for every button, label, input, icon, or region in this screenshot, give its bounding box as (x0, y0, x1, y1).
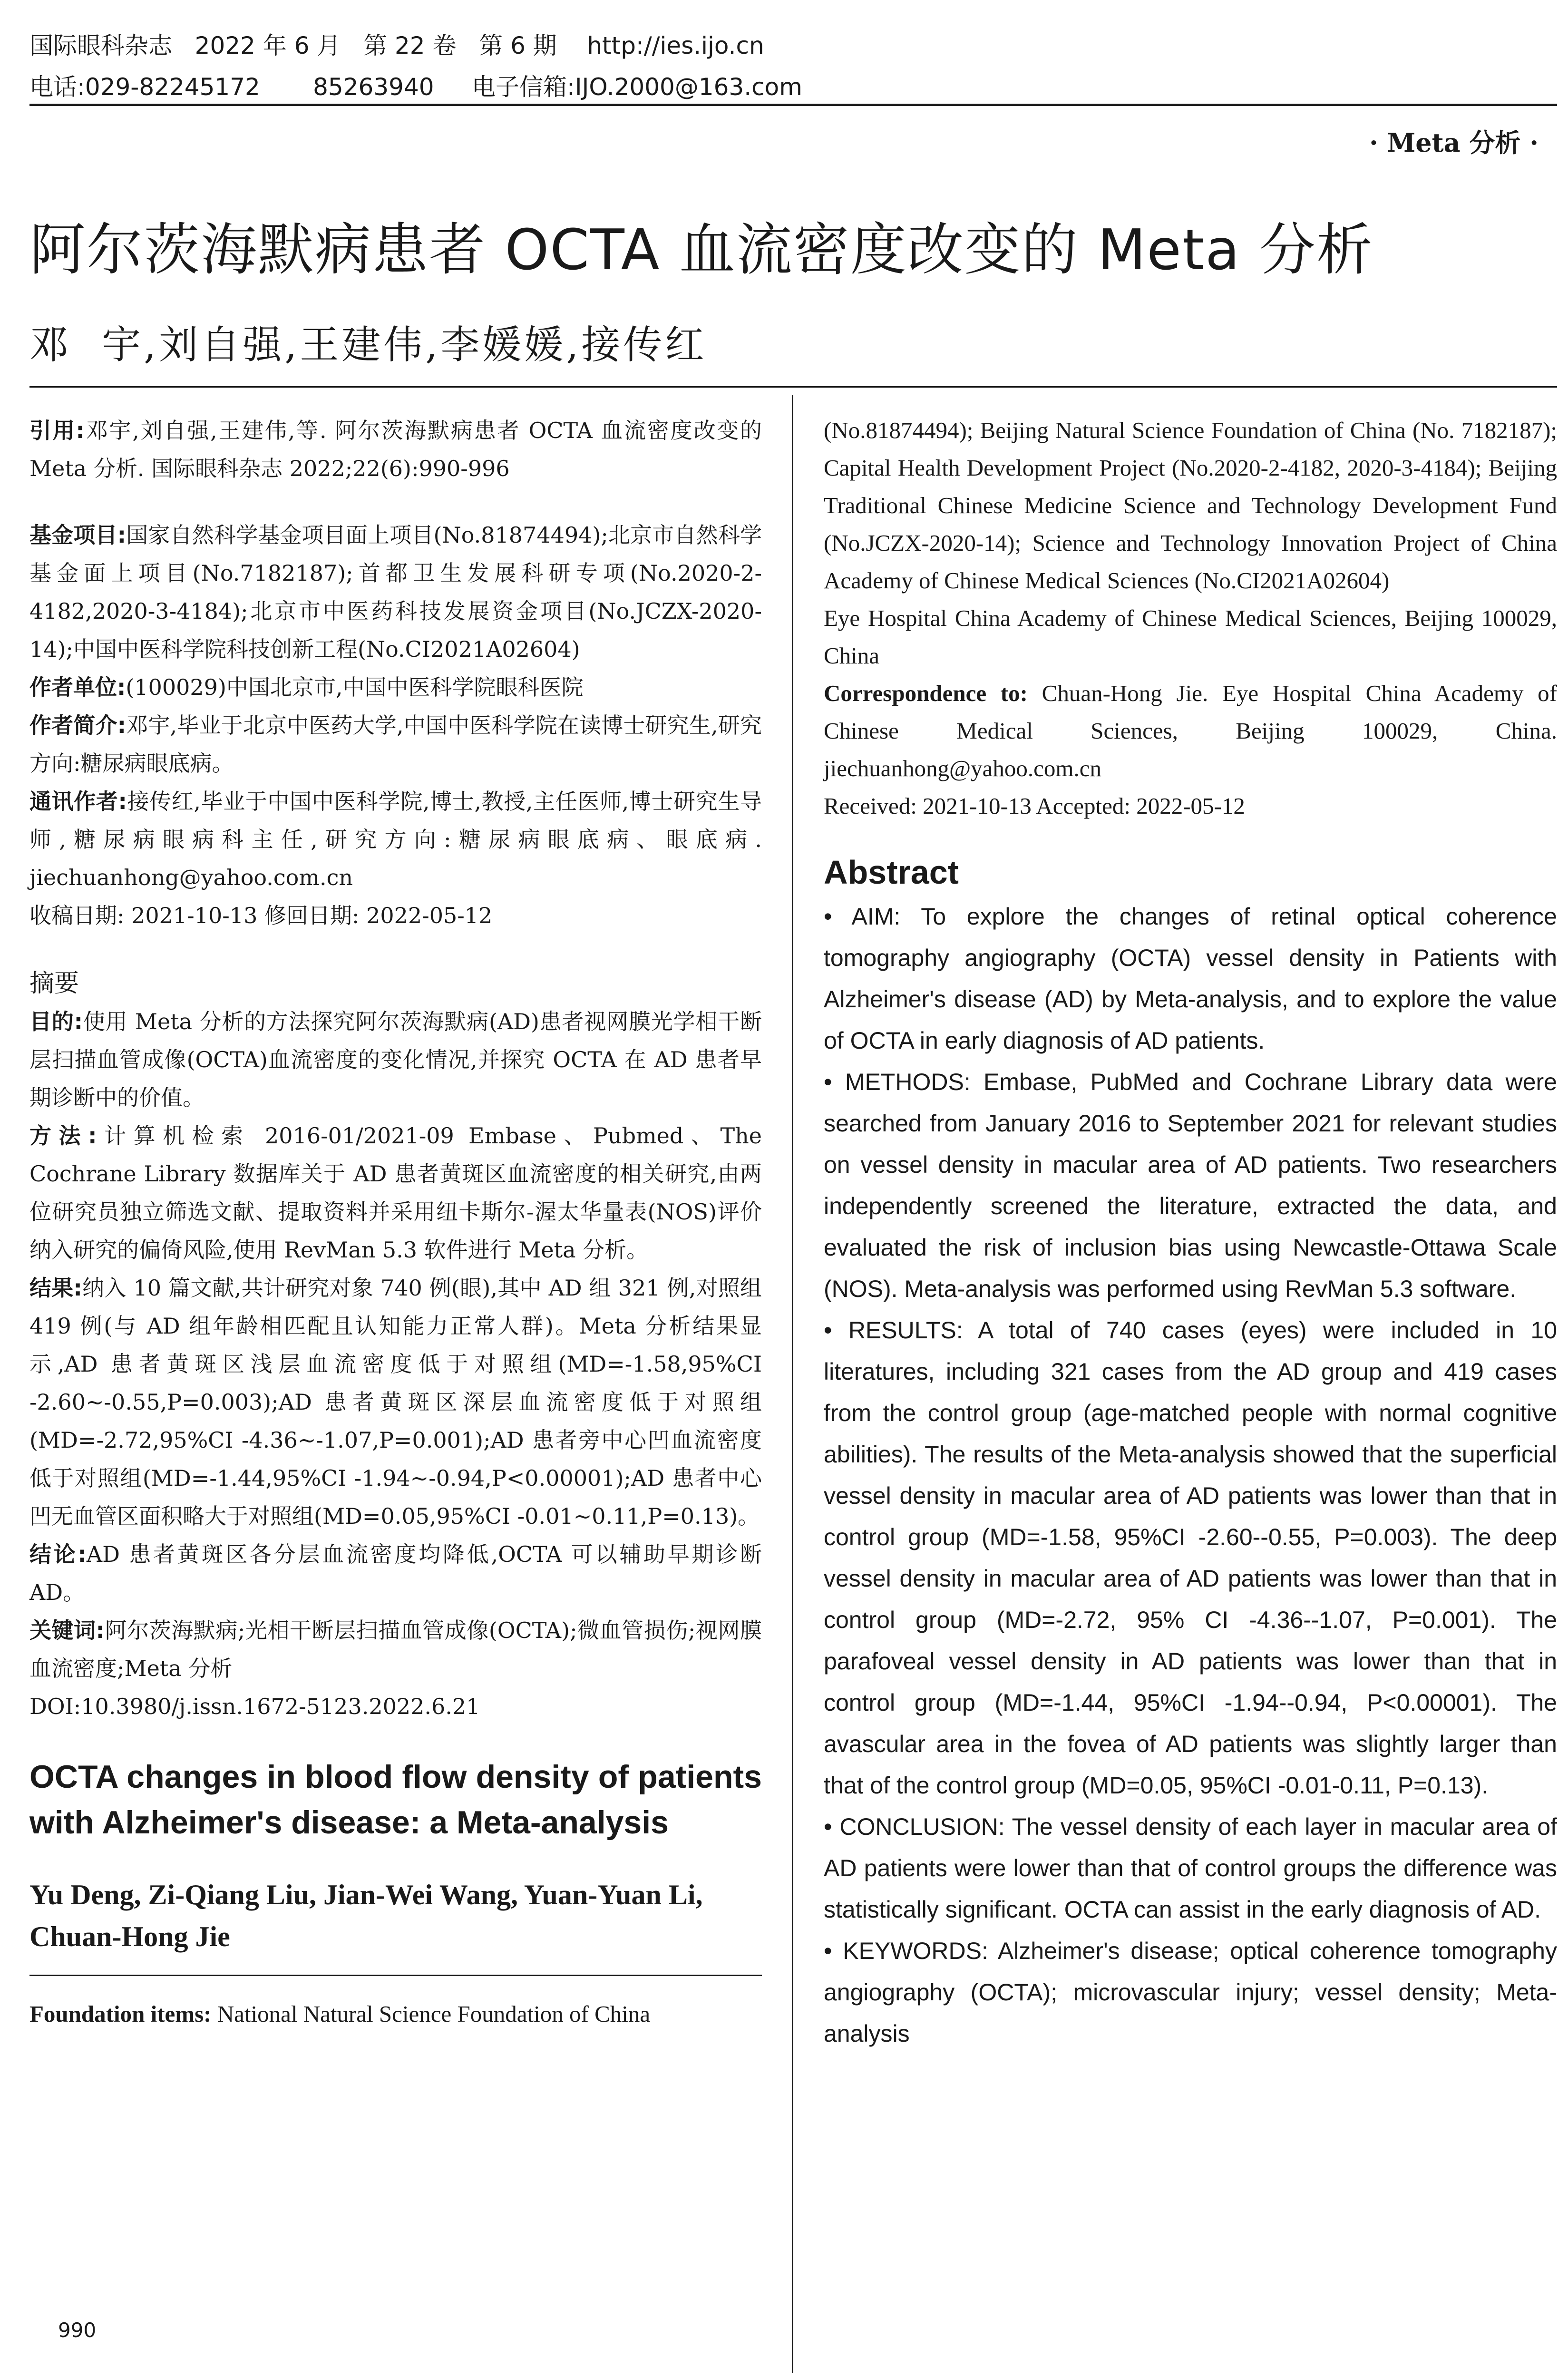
column-divider (792, 395, 793, 2373)
citation: 引用:邓宇,刘自强,王建伟,等. 阿尔茨海默病患者 OCTA 血流密度改变的 Meta 分析. 国际眼科杂志 2022;22(6):990-996 (29, 418, 762, 481)
dates-en: Received: 2021-10-13 Accepted: 2022-05-12 (824, 793, 1245, 819)
english-authors: Yu Deng, Zi-Qiang Liu, Jian-Wei Wang, Yuan-Yuan Li, Chuan-Hong Jie (29, 1879, 703, 1952)
corresponding-author-cn: 通讯作者:接传红,毕业于中国中医科学院,博士,教授,主任医师,博士研究生导师,糖尿病眼病科主任,研究方向:糖尿病眼底病、眼底病. jiechuanhong@yahoo.com.cn (29, 789, 762, 890)
footnote-rule (29, 1975, 762, 1976)
section-tag: · Meta 分析 · (1369, 127, 1539, 158)
keywords-en: • KEYWORDS: Alzheimer's disease; optical coherence tomography angiography (OCTA); microvascular injury; vessel density; Meta-analysis (824, 1938, 1557, 2047)
foundation-items-en: Foundation items: National Natural Science Foundation of China (29, 2001, 651, 2027)
keywords-cn: 关键词:阿尔茨海默病;光相干断层扫描血管成像(OCTA);微血管损伤;视网膜血流密度;Meta 分析 (29, 1617, 762, 1681)
journal-header-line1: 国际眼科杂志 2022 年 6 月 第 22 卷 第 6 期 http://ies.ijo.cn (29, 32, 764, 59)
conclusion-cn: 结论:AD 患者黄斑区各分层血流密度均降低,OCTA 可以辅助早期诊断 AD。 (29, 1541, 762, 1605)
doi: DOI:10.3980/j.issn.1672-5123.2022.6.21 (29, 1694, 480, 1719)
foundation-items-en-cont: (No.81874494); Beijing Natural Science Foundation of China (No. 7182187); Capital Health Development Project (No.2020-2-4182, 2020-3-4184); Beijing Traditional Chinese Medicine Science and Technology Development Fund (No.JCZX-2020-14); Science and Technology Innovation Project of China Academy of Chinese Medical Sciences (No.CI2021A02604) (824, 417, 1557, 594)
title-rule (29, 386, 1557, 388)
left-column (29, 411, 762, 2033)
author-bio: 作者简介:邓宇,毕业于北京中医药大学,中国中医科学院在读博士研究生,研究方向:糖尿病眼底病。 (29, 712, 762, 776)
dates-cn: 收稿日期: 2021-10-13 修回日期: 2022-05-12 (29, 903, 493, 928)
aim-en: • AIM: To explore the changes of retinal optical coherence tomography angiography (OCTA) vessel density in Patients with Alzheimer's disease (AD) by Meta-analysis, and to explore the value of OCTA in early diagnosis of AD patients. (824, 903, 1557, 1054)
author-unit: 作者单位:(100029)中国北京市,中国中医科学院眼科医院 (29, 674, 584, 700)
abstract-heading-en: Abstract (824, 854, 959, 891)
correspondence-en: Correspondence to: Chuan-Hong Jie. Eye Hospital China Academy of Chinese Medical Sciences, Beijing 100029, China. jiechuanhong@yahoo.com.cn (824, 680, 1557, 781)
english-title: OCTA changes in blood flow density of patients with Alzheimer's disease: a Meta-analysis (29, 1759, 762, 1841)
results-cn: 结果:纳入 10 篇文献,共计研究对象 740 例(眼),其中 AD 组 321 例,对照组 419 例(与 AD 组年龄相匹配且认知能力正常人群)。Meta 分析结果显示,AD 患者黄斑区浅层血流密度低于对照组(MD=-1.58,95%CI -2.60~-0.55,P=0.003);AD 患者黄斑区深层血流密度低于对照组(MD=-2.72,95%CI -4.36~-1.07,P=0.001);AD 患者旁中心凹血流密度低于对照组(MD=-1.44,95%CI -1.94~-0.94,P<0.00001);AD 患者中心凹无血管区面积略大于对照组(MD=0.05,95%CI -0.01~0.11,P=0.13)。 (29, 1275, 762, 1529)
fund-items-cn: 基金项目:国家自然科学基金项目面上项目(No.81874494);北京市自然科学基金面上项目(No.7182187);首都卫生发展科研专项(No.2020-2-4182,2020-3-4184);北京市中医药科技发展资金项目(No.JCZX-2020-14);中国中医科学院科技创新工程(No.CI2021A02604) (29, 522, 762, 662)
aim-cn: 目的:使用 Meta 分析的方法探究阿尔茨海默病(AD)患者视网膜光学相干断层扫描血管成像(OCTA)血流密度的变化情况,并探究 OCTA 在 AD 患者早期诊断中的价值。 (29, 1009, 762, 1111)
results-en: • RESULTS: A total of 740 cases (eyes) were included in 10 literatures, including 321 cases from the AD group and 419 cases from the control group (age-matched people with normal cognitive abilities). The results of the Meta-analysis showed that the superficial vessel density in macular area of AD patients was lower than that in control group (MD=-1.58, 95%CI -2.60--0.55, P=0.003). The deep vessel density in macular area of AD patients was lower than that in control group (MD=-2.72, 95% CI -4.36--1.07, P=0.001). The parafoveal vessel density in AD patients was lower than that in control group (MD=-1.44, 95%CI -1.94--0.94, P<0.00001). The avascular area in the fovea of AD patients was slightly larger than that of the control group (MD=0.05, 95%CI -0.01-0.11, P=0.13). (824, 1317, 1557, 1799)
authors-cn: 邓 宇,刘自强,王建伟,李媛媛,接传红 (29, 322, 707, 368)
right-column (824, 411, 1557, 2055)
page-number: 990 (58, 2319, 97, 2342)
methods-en: • METHODS: Embase, PubMed and Cochrane Library data were searched from January 2016 to September 2021 for relevant studies on vessel density in macular area of AD patients. Two researchers independently screened the literature, extracted the data, and evaluated the risk of inclusion bias using Newcastle-Ottawa Scale (NOS). Meta-analysis was performed using RevMan 5.3 software. (824, 1069, 1557, 1302)
conclusion-en: • CONCLUSION: The vessel density of each layer in macular area of AD patients were lower than that of control groups the difference was statistically significant. OCTA can assist in the early diagnosis of AD. (824, 1813, 1557, 1923)
article-title: 阿尔茨海默病患者 OCTA 血流密度改变的 Meta 分析 (29, 217, 1373, 283)
header-rule (29, 104, 1557, 106)
affiliation-en: Eye Hospital China Academy of Chinese Medical Sciences, Beijing 100029, China (824, 605, 1557, 669)
journal-header-line2: 电话:029-82245172 85263940 电子信箱:IJO.2000@163.com (29, 73, 802, 101)
methods-cn: 方法:计算机检索 2016-01/2021-09 Embase、Pubmed、The Cochrane Library 数据库关于 AD 患者黄斑区血流密度的相关研究,由两位研究员独立筛选文献、提取资料并采用纽卡斯尔-渥太华量表(NOS)评价纳入研究的偏倚风险,使用 RevMan 5.3 软件进行 Meta 分析。 (29, 1123, 762, 1263)
abstract-heading-cn: 摘要 (29, 969, 79, 998)
